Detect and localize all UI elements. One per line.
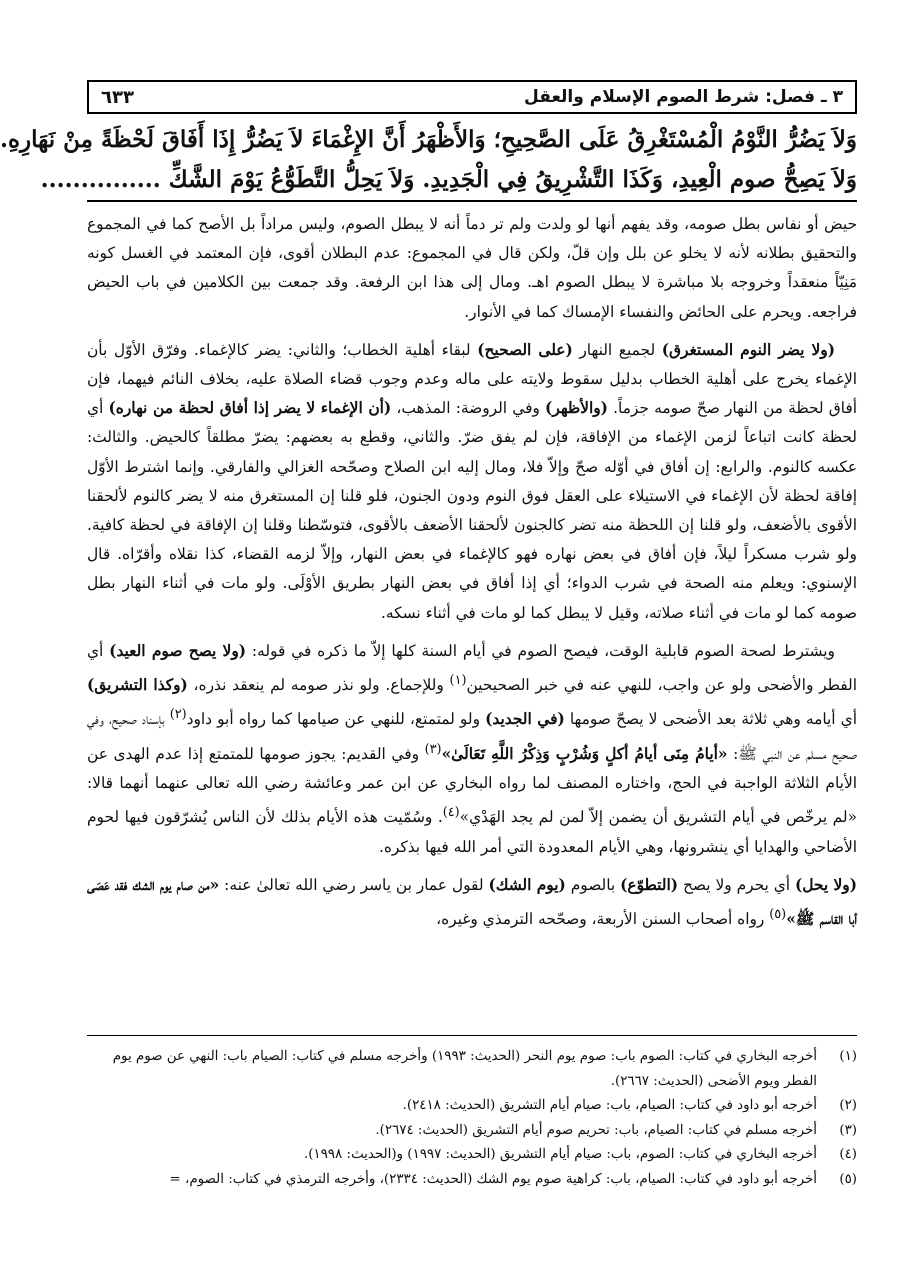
footnotes — [87, 1045, 857, 1192]
footnote-text: أخرجه أبو داود في كتاب: الصيام، باب: صيام أيام التشريق (الحديث: ٢٤١٨). — [402, 1098, 817, 1113]
footnote-ref-5[interactable]: (٥) — [769, 906, 787, 922]
footnote-number: (٢) — [839, 1098, 857, 1113]
footnote — [87, 1143, 857, 1168]
footnote-number: (٣) — [839, 1122, 857, 1138]
footnote-number: (٥) — [839, 1171, 857, 1187]
footnote-divider — [87, 1035, 857, 1036]
footnote — [87, 1119, 857, 1144]
footnote — [87, 1094, 857, 1119]
footnote-number: (٤) — [839, 1147, 857, 1162]
footnote — [87, 1045, 857, 1094]
commentary-paragraph-3: ويشترط لصحة الصوم قابلية الوقت، فيصح الصوم في أيام السنة كلها إلاّ ما ذكره في قوله: (ولا يصح صوم العيد) أي الفطر والأضحى ولو عن واجب، للنهي عنه في خبر الصحيحين$^{(١)}$ وللإجماع. ولو نذر صومه لم ينعقد نذره، (وكذا التشريق) أي أيامه وهي ثلاثة بعد الأضحى لا يصحّ صومها (في الجديد) ولو لمتمتع، للنهي عن صيامها كما رواه أبو داود$^{(٢)}$ بإسناد صحيح، وفي صحيح مسلم عن النبي ﷺ: «أيامُ مِنَى أيامُ أكلٍ وَشُرْبٍ وَذِكْرُ اللَّهِ تَعَالَىٰ»$^{(٣)}$ وفي القديم: يجوز صومها للمتمتع إذا عدم الهدى عن الأيام الثلاثة الواجبة في الحج، واختاره المصنف لما رواه البخاري عن ابن عمر وعائشة رضي الله تعالى عنهما أنهما قالا: «لم يرخّص في أيام التشريق أن يضمن إلاّ لمن لم يجد الهَدْي»$^{(٤)}$. وسُمّيت هذه الأيام بذلك لأن الناس يُشرّقون فيها لحوم الأضاحي والهدايا أي ينشرونها، وهي الأيام المعدودة التي أمر الله فيها بذكره. — [87, 641, 858, 856]
main-text — [0, 120, 857, 200]
main-text-line-1: وَلاَ يَضُرُّ النَّوْمُ الْمُسْتَغْرِقُ عَلَى الصَّحِيحِ؛ وَالأَظْهَرُ أَنَّ الإِغْمَاءَ لاَ يَضُرُّ إِذَا أَفَاقَ لَحْظَةً مِنْ نَهَارِهِ. — [0, 126, 857, 153]
footnote-ref-1[interactable]: (١) — [449, 673, 467, 689]
chapter-title: ٣ ـ فصل: شرط الصوم الإسلام والعقل — [524, 87, 843, 107]
page-number: ٦٣٣ — [101, 86, 134, 108]
footnote-number: (١) — [839, 1049, 857, 1064]
footnote — [87, 1168, 857, 1193]
commentary — [87, 210, 857, 934]
footnote-ref-3[interactable]: (٣) — [424, 741, 442, 757]
commentary-paragraph-2: (ولا يضر النوم المستغرق) لجميع النهار (على الصحيح) لبقاء أهلية الخطاب؛ والثاني: يضر كالإغماء. وفرّق الأوّل بأن الإغماء يخرج على أهلية الخطاب بدليل سقوط ولايته على ماله وعدم وجوب قضاء الصلاة عليه، بخلاف النائم فيهما، فإن أفاق لحظة من النهار صحّ صومه جزماً. (والأظهر) وفي الروضة: المذهب، (أن الإغماء لا يضر إذا أفاق لحظة من نهاره) أي لحظة كانت اتباعاً لزمن الإغماء من الإفاقة، فإن لم يفق ضرّ. والثاني، وقطع به بعضهم: يضرّ مطلقاً كالحيض. والثالث: عكسه كالنوم. والرابع: إن أفاق في أوّله صحّ وإلاّ فلا، ومال إليه ابن الصلاح وصحّحه الغزالي والفارقي. وإنما اشترط الأوّل إفاقة لحظة لأن الإغماء في الاستيلاء على العقل فوق النوم ودون الجنون، فلو قلنا إن المستغرق منه لا يضر كالنوم لألحقنا الأقوى بالأضعف، ولو قلنا إن اللحظة منه تضر كالجنون لألحقنا الأضعف بالأقوى، فتوسّطنا وقلنا إن الإفاقة في لحظة كافية. ولو شرب مسكراً ليلاً، فإن أفاق في بعض نهاره فهو كالإغماء في بعض النهار، وإلاّ لزمه القضاء، كذا نقلاه وأقرّاه. قال الإسنوي: ويعلم منه الصحة في شرب الدواء؛ أي إذا أفاق في بعض النهار بطريق الأوْلَى. ولو مات في أثناء النهار بطل صومه كما لو مات في أثناء صلاته، وقيل لا يبطل كما لو مات في أثناء نسكه. — [87, 340, 857, 622]
footnote-text: أخرجه أبو داود في كتاب: الصيام، باب: كراهية صوم يوم الشك (الحديث: ٢٣٣٤)، وأخرجه الترمذي في كتاب: الصوم، = — [169, 1171, 817, 1187]
commentary-paragraph-1: حيض أو نفاس بطل صومه، وقد يفهم أنها لو ولدت ولم تر دماً أنه لا يبطل الصوم، وليس مراداً بل الأصح كما في المجموع والتحقيق بطلانه لأنه لا يخلو عن بلل وإن قلّ، ولكن قال في المجموع: عدم البطلان أقوى، فإن المعتمد في الغسل كونه مَنِيّاً منعقداً وخروجه بلا مباشرة لا يبطل الصوم اهـ. ومال إلى هذا ابن الرفعة. وقد جمعت بين الكلامين في باب الحيض فراجعه. ويحرم على الحائض والنفساء الإمساك كما في الأنوار. — [87, 215, 857, 321]
footnote-text: أخرجه البخاري في كتاب: الصوم، باب: صيام أيام التشريق (الحديث: ١٩٩٧) و(الحديث: ١٩٩٨). — [303, 1147, 817, 1162]
main-text-divider — [87, 200, 857, 202]
footnote-ref-4[interactable]: (٤) — [442, 805, 460, 821]
footnote-text: أخرجه مسلم في كتاب: الصيام، باب: تحريم صوم أيام التشريق (الحديث: ٢٦٧٤). — [375, 1122, 817, 1138]
running-header — [87, 80, 857, 114]
main-text-line-2: وَلاَ يَصِحُّ صوم الْعِيدِ، وَكَذَا التَّشْرِيقُ فِي الْجَدِيدِ. وَلاَ يَحِلُّ التَّطَوُّعُ يَوْمَ الشَّكِّ ............... — [40, 166, 857, 193]
footnote-text: أخرجه البخاري في كتاب: الصوم باب: صوم يوم النحر (الحديث: ١٩٩٣) وأخرجه مسلم في كتاب: الصيام باب: النهي عن صوم يوم الفطر ويوم الأضحى (الحديث: ٢٦٦٧). — [112, 1049, 817, 1089]
footnote-ref-2[interactable]: (٢) — [169, 707, 187, 723]
commentary-paragraph-4: (ولا يحل) أي يحرم ولا يصح (التطوّع) بالصوم (يوم الشك) لقول عمار بن ياسر رضي الله تعالىٰ عنه: «من صام يوم الشك فقد عَصَى أبا القاسم ﷺ»$^{(٥)}$ رواه أصحاب السنن الأربعة، وصحّحه الترمذي وغيره، — [87, 875, 857, 929]
